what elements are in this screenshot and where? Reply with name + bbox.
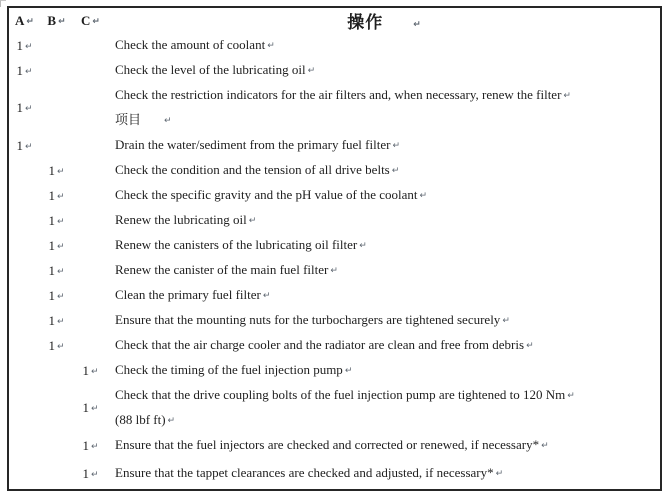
operation-text-line: Renew the canisters of the lubricating oil filter ↵	[115, 237, 367, 252]
interval-cell-b	[40, 358, 73, 383]
table-header	[8, 7, 661, 33]
scan-corner-artifact	[0, 0, 6, 7]
interval-cell-b	[40, 158, 73, 183]
header-row	[8, 7, 661, 33]
interval-value: 1	[48, 162, 55, 178]
interval-value: 1	[48, 237, 55, 253]
interval-value: 1	[82, 437, 89, 453]
paragraph-mark-icon: ↵	[563, 91, 571, 101]
operation-text-line: Check the specific gravity and the pH value of the coolant ↵	[115, 187, 428, 202]
operation-cell	[108, 358, 661, 383]
paragraph-mark-icon: ↵	[359, 241, 367, 251]
operation-text-line: Renew the canister of the main fuel filter ↵	[115, 262, 338, 277]
operation-text-line: Renew the lubricating oil ↵	[115, 212, 257, 227]
interval-value: 1	[16, 37, 23, 53]
operation-cell	[108, 208, 661, 233]
paragraph-mark-icon: ↵	[541, 441, 549, 451]
interval-cell-a	[8, 258, 40, 283]
interval-value: 1	[16, 137, 23, 153]
paragraph-mark-icon: ↵	[58, 16, 66, 27]
interval-cell-c	[73, 208, 108, 233]
paragraph-mark-icon: ↵	[90, 404, 99, 414]
paragraph-mark-icon: ↵	[502, 316, 510, 326]
interval-cell-b	[40, 458, 73, 490]
operation-cell	[108, 258, 661, 283]
interval-cell-c	[73, 458, 108, 490]
interval-cell-a	[8, 233, 40, 258]
operation-cell	[108, 383, 661, 433]
paragraph-mark-icon: ↵	[24, 41, 33, 52]
paragraph-mark-icon: ↵	[56, 166, 65, 177]
interval-cell-c	[73, 158, 108, 183]
paragraph-mark-icon: ↵	[413, 20, 421, 30]
operation-text-line: Ensure that the mounting nuts for the turbochargers are tightened securely ↵	[115, 312, 510, 327]
paragraph-mark-icon: ↵	[56, 241, 65, 252]
interval-cell-c	[73, 383, 108, 433]
table-row	[8, 233, 661, 258]
interval-cell-a	[8, 333, 40, 358]
operation-cell	[108, 333, 661, 358]
header-label-a: A	[15, 12, 25, 28]
interval-cell-b	[40, 58, 73, 83]
interval-cell-a	[8, 283, 40, 308]
paragraph-mark-icon: ↵	[24, 104, 33, 114]
interval-cell-b	[40, 208, 73, 233]
interval-cell-c	[73, 358, 108, 383]
paragraph-mark-icon: ↵	[90, 366, 99, 377]
table-row	[8, 133, 661, 158]
interval-cell-b	[40, 433, 73, 458]
interval-cell-c	[73, 333, 108, 358]
operation-cell	[108, 133, 661, 158]
table-row	[8, 158, 661, 183]
interval-value: 1	[16, 62, 23, 78]
header-cell-operation	[108, 7, 661, 33]
paragraph-mark-icon: ↵	[167, 416, 176, 426]
interval-cell-c	[73, 233, 108, 258]
paragraph-mark-icon: ↵	[56, 216, 65, 227]
interval-cell-b	[40, 333, 73, 358]
interval-cell-b	[40, 383, 73, 433]
interval-cell-b	[40, 183, 73, 208]
paragraph-mark-icon: ↵	[392, 141, 400, 151]
operation-text-line: Check the timing of the fuel injection pump ↵	[115, 362, 353, 377]
paragraph-mark-icon: ↵	[90, 441, 99, 452]
table-row	[8, 308, 661, 333]
header-cell-c	[73, 7, 108, 33]
paragraph-mark-icon: ↵	[567, 391, 575, 401]
paragraph-mark-icon: ↵	[495, 469, 504, 479]
interval-value: 1	[48, 287, 55, 303]
operation-text-line: Drain the water/sediment from the primary fuel filter ↵	[115, 137, 400, 152]
paragraph-mark-icon: ↵	[56, 191, 65, 202]
interval-cell-c	[73, 133, 108, 158]
interval-cell-b	[40, 233, 73, 258]
interval-cell-b	[40, 33, 73, 58]
interval-cell-c	[73, 183, 108, 208]
paragraph-mark-icon: ↵	[92, 16, 100, 27]
interval-cell-a	[8, 458, 40, 490]
operation-cell	[108, 458, 661, 490]
table-row	[8, 183, 661, 208]
table-body	[8, 33, 661, 490]
paragraph-mark-icon: ↵	[164, 116, 172, 126]
interval-cell-a	[8, 358, 40, 383]
paragraph-mark-icon: ↵	[56, 341, 65, 352]
header-label-c: C	[81, 12, 91, 28]
operation-text-line: Check that the drive coupling bolts of the fuel injection pump are tightened to 120 Nm ↵	[115, 387, 575, 402]
paragraph-mark-icon: ↵	[248, 216, 257, 226]
header-label-b: B	[47, 12, 57, 28]
interval-value: 1	[48, 312, 55, 328]
interval-cell-a	[8, 383, 40, 433]
paragraph-mark-icon: ↵	[330, 266, 338, 276]
table-row	[8, 58, 661, 83]
paragraph-mark-icon: ↵	[419, 191, 428, 201]
interval-cell-c	[73, 33, 108, 58]
interval-cell-a	[8, 433, 40, 458]
paragraph-mark-icon: ↵	[26, 16, 34, 27]
interval-value: 1	[82, 362, 89, 378]
table-row	[8, 458, 661, 490]
interval-cell-b	[40, 308, 73, 333]
operation-cell	[108, 283, 661, 308]
operation-text-line: Check that the air charge cooler and the radiator are clean and free from debris ↵	[115, 337, 534, 352]
table-row	[8, 258, 661, 283]
operation-cell	[108, 33, 661, 58]
header-cell-a	[8, 7, 40, 33]
paragraph-mark-icon: ↵	[24, 66, 33, 77]
operation-cell	[108, 233, 661, 258]
interval-cell-c	[73, 83, 108, 133]
interval-value: 1	[82, 465, 89, 481]
table-row	[8, 33, 661, 58]
paragraph-mark-icon: ↵	[307, 66, 316, 76]
paragraph-mark-icon: ↵	[267, 41, 275, 51]
paragraph-mark-icon: ↵	[56, 266, 65, 277]
interval-cell-a	[8, 183, 40, 208]
operation-cell	[108, 308, 661, 333]
operation-text-line: (88 lbf ft) ↵	[115, 412, 176, 427]
header-cell-b	[40, 7, 73, 33]
paragraph-mark-icon: ↵	[56, 291, 65, 302]
interval-cell-a	[8, 158, 40, 183]
operation-text-line: Clean the primary fuel filter ↵	[115, 287, 271, 302]
operation-cell	[108, 433, 661, 458]
interval-cell-c	[73, 258, 108, 283]
table-row	[8, 383, 661, 433]
operation-cell	[108, 83, 661, 133]
interval-value: 1	[48, 262, 55, 278]
table-row	[8, 333, 661, 358]
table-row	[8, 83, 661, 133]
operation-cell	[108, 158, 661, 183]
table-row	[8, 358, 661, 383]
table-row	[8, 208, 661, 233]
operation-text-line: Check the condition and the tension of all drive belts ↵	[115, 162, 400, 177]
table-row	[8, 433, 661, 458]
paragraph-mark-icon: ↵	[24, 141, 33, 152]
operation-cell	[108, 58, 661, 83]
paragraph-mark-icon: ↵	[526, 341, 534, 351]
interval-cell-c	[73, 283, 108, 308]
interval-cell-b	[40, 83, 73, 133]
interval-cell-a	[8, 33, 40, 58]
interval-cell-a	[8, 58, 40, 83]
interval-cell-a	[8, 133, 40, 158]
operation-text-line: Ensure that the tappet clearances are checked and adjusted, if necessary* ↵	[115, 465, 504, 480]
operation-text-line: Check the amount of coolant ↵	[115, 37, 275, 52]
interval-value: 1	[48, 187, 55, 203]
interval-cell-a	[8, 308, 40, 333]
header-label-operation: 操作	[347, 13, 384, 32]
interval-value: 1	[48, 212, 55, 228]
interval-cell-a	[8, 208, 40, 233]
maintenance-schedule-table	[7, 6, 662, 491]
interval-cell-c	[73, 58, 108, 83]
interval-value: 1	[48, 337, 55, 353]
operation-text-line: Check the restriction indicators for the air filters and, when necessary, renew the filter ↵	[115, 87, 571, 102]
paragraph-mark-icon: ↵	[262, 291, 271, 301]
interval-value: 1	[82, 400, 89, 415]
paragraph-mark-icon: ↵	[56, 316, 65, 327]
interval-cell-b	[40, 258, 73, 283]
interval-cell-b	[40, 283, 73, 308]
interval-cell-c	[73, 433, 108, 458]
operation-cell	[108, 183, 661, 208]
paragraph-mark-icon: ↵	[344, 366, 353, 376]
table-row	[8, 283, 661, 308]
paragraph-mark-icon: ↵	[90, 469, 99, 480]
operation-text-line: 项目 ↵	[115, 112, 172, 127]
operation-text-line: Check the level of the lubricating oil ↵	[115, 62, 316, 77]
interval-cell-c	[73, 308, 108, 333]
interval-cell-a	[8, 83, 40, 133]
operation-text-line: Ensure that the fuel injectors are checked and corrected or renewed, if necessary* ↵	[115, 437, 549, 452]
paragraph-mark-icon: ↵	[391, 166, 400, 176]
interval-cell-b	[40, 133, 73, 158]
interval-value: 1	[16, 100, 23, 115]
